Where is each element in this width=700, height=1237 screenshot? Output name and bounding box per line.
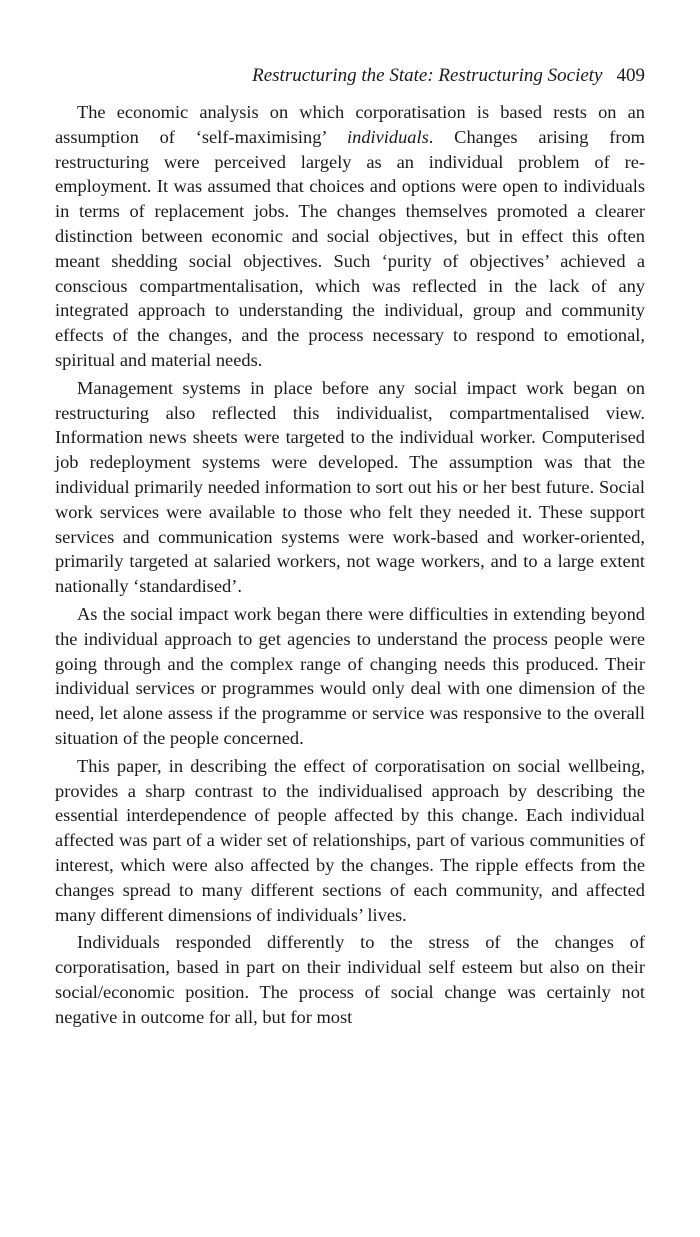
paragraph-1-text-after: . Changes arising from restructuring were perceived largely as an individual problem of re-employment. It was assumed that choices and options were open to individuals in terms of replacement jobs. The changes themselves promoted a clearer distinction between economic and social objectives, but in effect this often meant shedding social objectives. Such ‘purity of objectives’ achieved a conscious compartmentalisation, which was reflected in the lack of any integrated approach to understanding the individual, group and community effects of the changes, and the process necessary to respond to emotional, spiritual and material needs. — [55, 126, 645, 370]
paragraph-3: As the social impact work began there were difficulties in extending beyond the individual approach to get agencies to understand the process people were going through and the complex range of changing needs this produced. Their individual services or programmes would only deal with one dimension of the need, let alone assess if the programme or service was responsive to the overall situation of the people concerned. — [55, 603, 645, 748]
paragraph-1-text-before: The economic analysis on which corporatisation is based rests on an assumption of ‘self-maximising’ — [55, 102, 645, 147]
paragraph-1 — [55, 100, 645, 373]
paragraph-4: This paper, in describing the effect of corporatisation on social wellbeing, provides a sharp contrast to the individualised approach by describing the essential interdependence of people affected by this change. Each individual affected was part of a wider set of relationships, part of various communities of interest, which were also affected by the changes. The ripple effects from the changes spread to many different sections of each community, and affected many different dimensions of individuals’ lives. — [55, 755, 645, 925]
page-number: 409 — [616, 65, 645, 86]
body-text — [55, 100, 645, 1032]
running-head — [252, 64, 645, 88]
paragraph-1-emphasis: individuals — [347, 126, 429, 147]
paragraph-5: Individuals responded differently to the stress of the changes of corporatisation, based in part on their individual self esteem but also on their social/economic position. The process of social change was certainly not negative in outcome for all, but for most — [55, 932, 645, 1027]
running-title: Restructuring the State: Restructuring Society — [252, 65, 603, 86]
paragraph-2: Management systems in place before any social impact work began on restructuring also reflected this individualist, compartmentalised view. Information news sheets were targeted to the individual worker. Computerised job redeployment systems were developed. The assumption was that the individual primarily needed information to sort out his or her best future. Social work services were available to those who felt they needed it. These support services and communication systems were work-based and worker-oriented, primarily targeted at salaried workers, not wage workers, and to a large extent nationally ‘standardised’. — [55, 377, 645, 597]
